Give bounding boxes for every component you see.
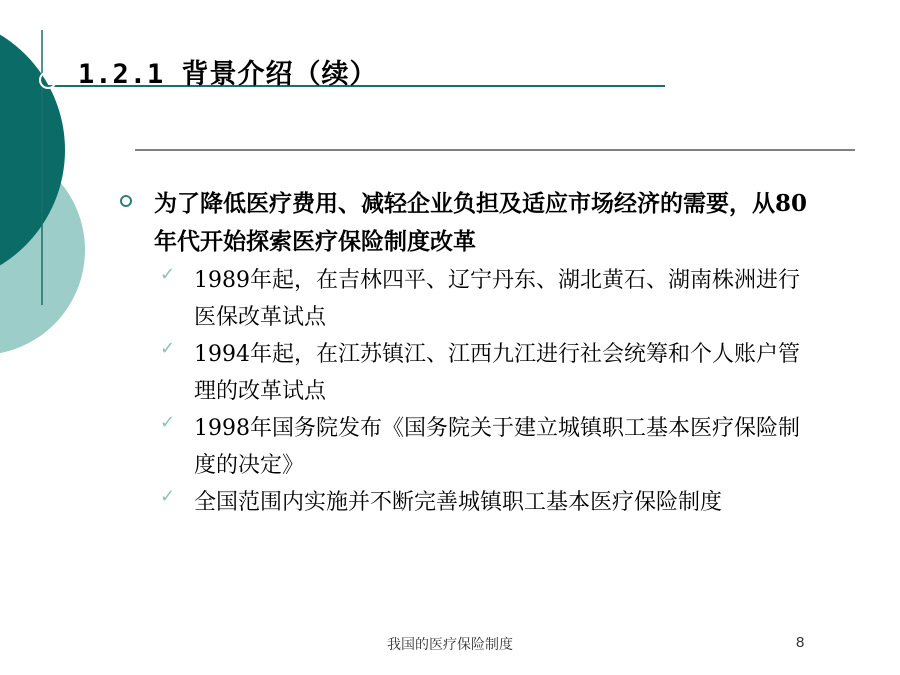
list-item <box>160 410 820 484</box>
check-icon: ✓ <box>160 264 176 285</box>
main-bullet <box>120 185 820 261</box>
slide-title: 1.2.1 背景介绍（续） <box>78 59 378 90</box>
sub-item-text: 全国范围内实施并不断完善城镇职工基本医疗保险制度 <box>194 490 723 515</box>
footer-text: 我国的医疗保险制度 <box>387 637 513 653</box>
main-bullet-text: 为了降低医疗费用、减轻企业负担及适应市场经济的需要，从80年代开始探索医疗保险制度改革 <box>154 190 808 255</box>
sub-bullet-list <box>160 262 820 521</box>
sub-item-text: 1989年起，在吉林四平、辽宁丹东、湖北黄石、湖南株洲进行医保改革试点 <box>194 268 800 330</box>
list-item <box>160 484 820 521</box>
check-icon: ✓ <box>160 412 176 433</box>
check-icon: ✓ <box>160 338 176 359</box>
list-item <box>160 262 820 336</box>
page-number: 8 <box>796 634 805 651</box>
circle-bullet-icon <box>120 195 132 207</box>
sub-item-text: 1998年国务院发布《国务院关于建立城镇职工基本医疗保险制度的决定》 <box>194 416 800 478</box>
check-icon: ✓ <box>160 486 176 507</box>
list-item <box>160 336 820 410</box>
sub-item-text: 1994年起，在江苏镇江、江西九江进行社会统筹和个人账户管理的改革试点 <box>194 342 800 404</box>
